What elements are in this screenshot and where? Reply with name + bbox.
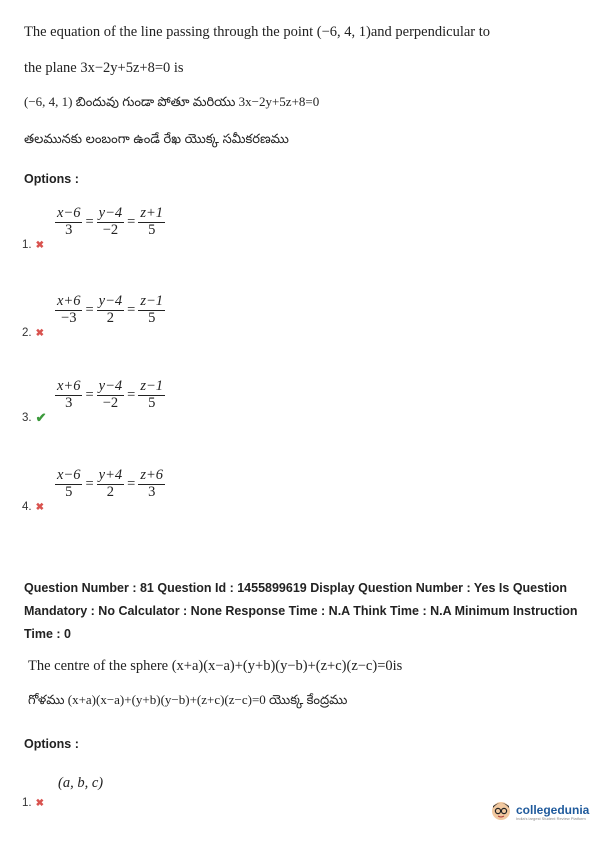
options-label: Options : <box>24 172 79 186</box>
q2-option-1-text: (a, b, c) <box>58 775 104 791</box>
logo-name: collegedunia <box>516 802 590 817</box>
numerator: z+1 <box>140 205 164 221</box>
denominator: 3 <box>65 394 73 411</box>
option-number: 4. <box>22 501 32 513</box>
fraction <box>97 294 124 327</box>
denominator: −3 <box>61 309 77 326</box>
fraction <box>55 294 82 327</box>
numerator: x−6 <box>57 205 81 221</box>
question-2-telugu: గోళము (x+a)(x−a)+(y+b)(y−b)+(z+c)(z−c)=0 యొక్క కేంద్రము <box>28 692 348 707</box>
q2-option-1-label[interactable] <box>22 797 44 809</box>
denominator: −2 <box>102 394 119 411</box>
options-label: Options : <box>24 737 79 751</box>
wrong-icon: ✖ <box>35 327 44 339</box>
numerator: z−1 <box>140 293 164 309</box>
numerator: z−1 <box>140 378 164 394</box>
numerator: y−4 <box>98 293 123 309</box>
question-meta-line-2: Mandatory : No Calculator : None Response Time : N.A Think Time : N.A Minimum Instruction <box>24 604 578 618</box>
question-text-line-1: The equation of the line passing through the point (−6, 4, 1)and perpendicular to <box>24 24 491 40</box>
denominator: 3 <box>148 483 156 500</box>
fraction <box>97 468 124 501</box>
fraction <box>138 206 165 239</box>
numerator: x+6 <box>57 378 81 394</box>
option-2-label[interactable] <box>22 327 44 339</box>
question-text-line-2: the plane 3x−2y+5z+8=0 is <box>24 60 184 76</box>
fraction <box>138 294 165 327</box>
fraction <box>97 379 124 412</box>
mascot-icon <box>490 800 512 824</box>
question-telugu-line-1: (−6, 4, 1) బిందువు గుండా పోతూ మరియు 3x−2y+5z+8=0 <box>24 94 320 109</box>
option-3-label[interactable] <box>22 410 47 426</box>
numerator: y−4 <box>98 205 123 221</box>
wrong-icon: ✖ <box>35 239 44 251</box>
denominator: 3 <box>65 221 73 238</box>
numerator: x−6 <box>57 467 81 483</box>
denominator: 2 <box>106 483 115 500</box>
denominator: 5 <box>148 221 156 238</box>
check-icon: ✔ <box>35 410 47 425</box>
option-number: 3. <box>22 412 32 424</box>
question-2-text: The centre of the sphere (x+a)(x−a)+(y+b)(y−b)+(z+c)(z−c)=0is <box>28 658 403 674</box>
numerator: z+6 <box>140 467 164 483</box>
fraction <box>138 379 165 412</box>
option-4-label[interactable] <box>22 501 44 513</box>
option-number: 2. <box>22 327 32 339</box>
numerator: x+6 <box>57 293 81 309</box>
fraction <box>55 379 82 412</box>
option-2-equation: $\frac{x+6}{-3}$ = $\frac{y-4}{2}$ = $\frac{z-1}{5}$ <box>57 293 164 326</box>
wrong-icon: ✖ <box>35 501 44 513</box>
option-number: 1. <box>22 239 32 251</box>
numerator: y−4 <box>98 378 123 394</box>
denominator: 2 <box>106 309 115 326</box>
option-4-equation: $\frac{x-6}{5}$ = $\frac{y+4}{2}$ = $\frac{z+6}{3}$ <box>57 467 164 500</box>
question-meta-line-3: Time : 0 <box>24 627 72 641</box>
question-meta <box>24 577 578 646</box>
option-1-label[interactable] <box>22 239 44 251</box>
logo-tagline: India's largest Student Review Platform <box>516 815 586 821</box>
denominator: 5 <box>65 483 73 500</box>
option-number: 1. <box>22 797 32 809</box>
question-meta-line-1: Question Number : 81 Question Id : 1455899619 Display Question Number : Yes Is Question <box>24 581 567 595</box>
fraction <box>55 206 82 239</box>
denominator: 5 <box>148 394 156 411</box>
fraction <box>97 206 124 239</box>
fraction <box>55 468 82 501</box>
denominator: 5 <box>148 309 156 326</box>
wrong-icon: ✖ <box>35 797 44 809</box>
option-1-equation: $\frac{x-6}{3}$ = $\frac{y-4}{-2}$ = $\frac{z+1}{5}$ <box>57 205 164 238</box>
numerator: y+4 <box>98 467 123 483</box>
question-telugu-line-2: తలమునకు లంబంగా ఉండే రేఖ యొక్క సమీకరణము <box>24 131 289 146</box>
collegedunia-logo <box>490 800 589 824</box>
fraction <box>138 468 165 501</box>
option-3-equation: $\frac{x+6}{3}$ = $\frac{y-4}{-2}$ = $\frac{z-1}{5}$ <box>57 378 164 411</box>
denominator: −2 <box>102 221 119 238</box>
